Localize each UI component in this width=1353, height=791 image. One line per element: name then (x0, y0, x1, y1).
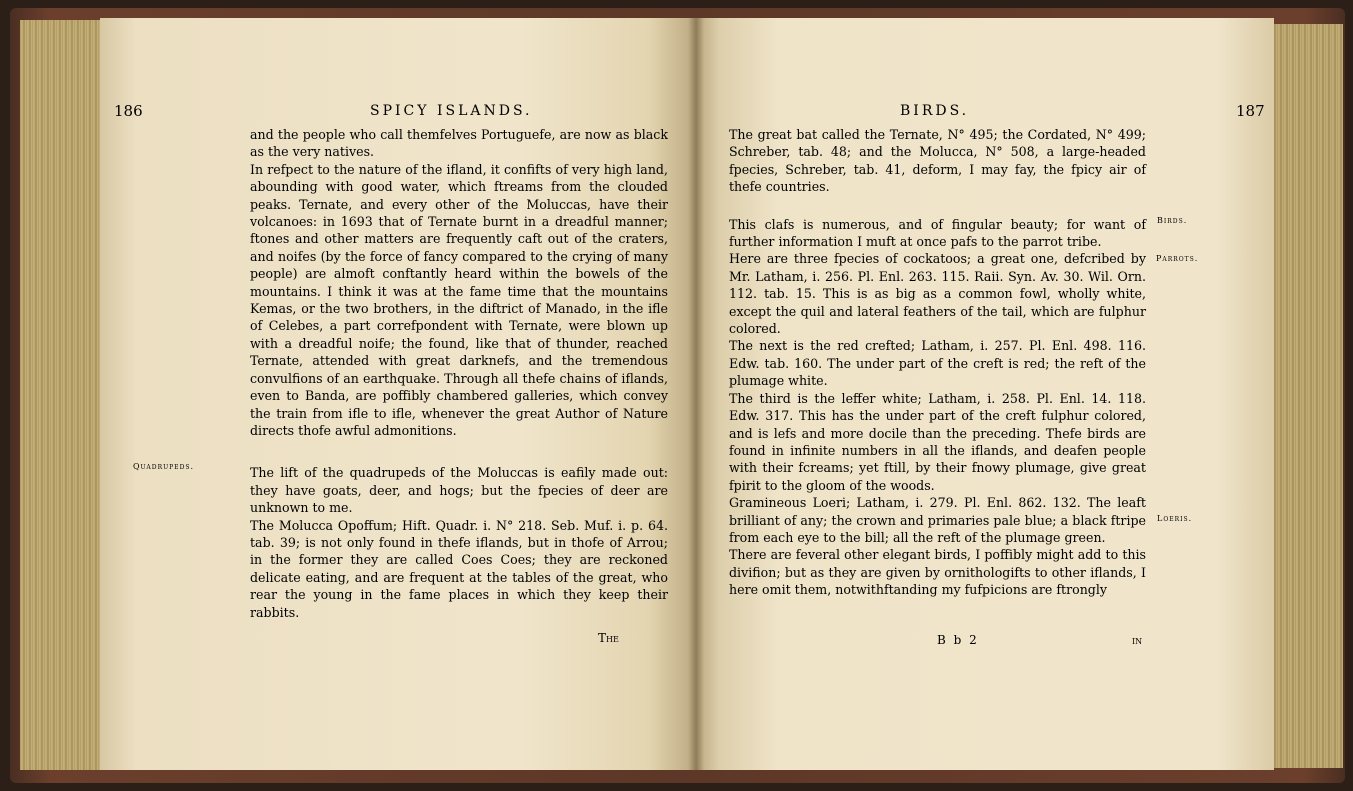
right-paragraph: Gramineous Loeri; Latham, i. 279. Pl. Enl. 862. 132. The leaft brilliant of any; the crown and primaries pale blue; a black ftripe from each eye to the bill; all the reft of the plumage green. (729, 495, 1146, 545)
right-catchword: in (1132, 633, 1143, 647)
right-page-edges (1265, 24, 1343, 768)
right-body-text (729, 126, 1146, 599)
right-paragraph: The great bat called the Ternate, N° 495; the Cordated, N° 499; Schreber, tab. 48; and the Molucca, N° 508, a large-headed fpecies, Schreber, tab. 41, deform, I may fay, the fpicy air of thefe countries. (729, 127, 1146, 195)
book-gutter (688, 18, 704, 770)
left-paragraph: The Molucca Opoffum; Hift. Quadr. i. N° 218. Seb. Muf. i. p. 64. tab. 39; is not only found in thefe iflands, but in thofe of Arrou; in the former they are called Coes Coes; they are reckoned delicate eating, and are frequent at the tables of the great, who rear the young in the fame places in which they keep their rabbits. (250, 517, 668, 620)
signature-mark: B b 2 (937, 633, 979, 647)
right-paragraph: The next is the red crefted; Latham, i. 257. Pl. Enl. 498. 116. Edw. tab. 160. The under part of the creft is red; the reft of the plumage white. (729, 338, 1146, 389)
right-page-number: 187 (1236, 102, 1265, 120)
left-paragraph: and the people who call themfelves Portuguefe, are now as black as the very natives. (250, 127, 668, 160)
right-running-head: BIRDS. (900, 103, 970, 119)
right-paragraph: This clafs is numerous, and of fingular beauty; for want of further information I muft at once pafs to the parrot tribe. (729, 216, 1146, 250)
left-catchword: The (598, 631, 619, 645)
margin-note-birds: Birds. (1157, 216, 1188, 225)
left-body-text (250, 126, 668, 621)
left-running-head: SPICY ISLANDS. (370, 103, 533, 119)
right-paragraph: The third is the leffer white; Latham, i. 258. Pl. Enl. 14. 118. Edw. 317. This has the under part of the creft fulphur colored, and is lefs and more docile than the preceding. Thefe birds are found in infinite numbers in all the iflands, and deafen people with their fcreams; yet ftill, by their fnowy plumage, give great fpirit to the gloom of the woods. (729, 390, 1146, 493)
left-page-number: 186 (114, 102, 143, 120)
right-paragraph: There are feveral other elegant birds, I poffibly might add to this divifion; but as they are given by ornithologifts to other iflands, I here omit them, notwithftanding my fufpicions are ftrongly (729, 547, 1146, 598)
right-paragraph: Here are three fpecies of cockatoos; a great one, defcribed by Mr. Latham, i. 256. Pl. Enl. 263. 115. Raii. Syn. Av. 30. Wil. Orn. 112. tab. 15. This is as big as a common fowl, wholly white, except the quil and lateral feathers of the tail, which are fulphur colored. (729, 251, 1146, 337)
left-paragraph: The lift of the quadrupeds of the Moluccas is eafily made out: they have goats, deer, and hogs; but the fpecies of deer are unknown to me. (250, 465, 668, 516)
margin-note-loeris: Loeris. (1157, 514, 1193, 523)
margin-note-quadrupeds: Quadrupeds. (133, 462, 195, 471)
left-paragraph: In refpect to the nature of the ifland, it confifts of very high land, abounding with good water, which ftreams from the clouded peaks. Ternate, and every other of the Moluccas, have their volcanoes: in 1693 that of Ternate burnt in a dreadful manner; ftones and other matters are frequently caft out of the craters, and noifes (by the force of fancy compared to the crying of many people) are almoft conftantly heard within the bowels of the mountains. I think it was at the fame time that the mountains Kemas, or the two brothers, in the diftrict of Manado, in the ifle of Celebes, a part correfpondent with Ternate, were blown up with a dreadful noife; the found, like that of thunder, reached Ternate, attended with great darknefs, and the tremendous convulfions of an earthquake. Through all thefe chains of iflands, even to Banda, are poffibly chambered galleries, which convey the train from ifle to ifle, whenever the great Author of Nature directs thofe awful admonitions. (250, 161, 668, 438)
margin-note-parrots: Parrots. (1156, 254, 1199, 263)
